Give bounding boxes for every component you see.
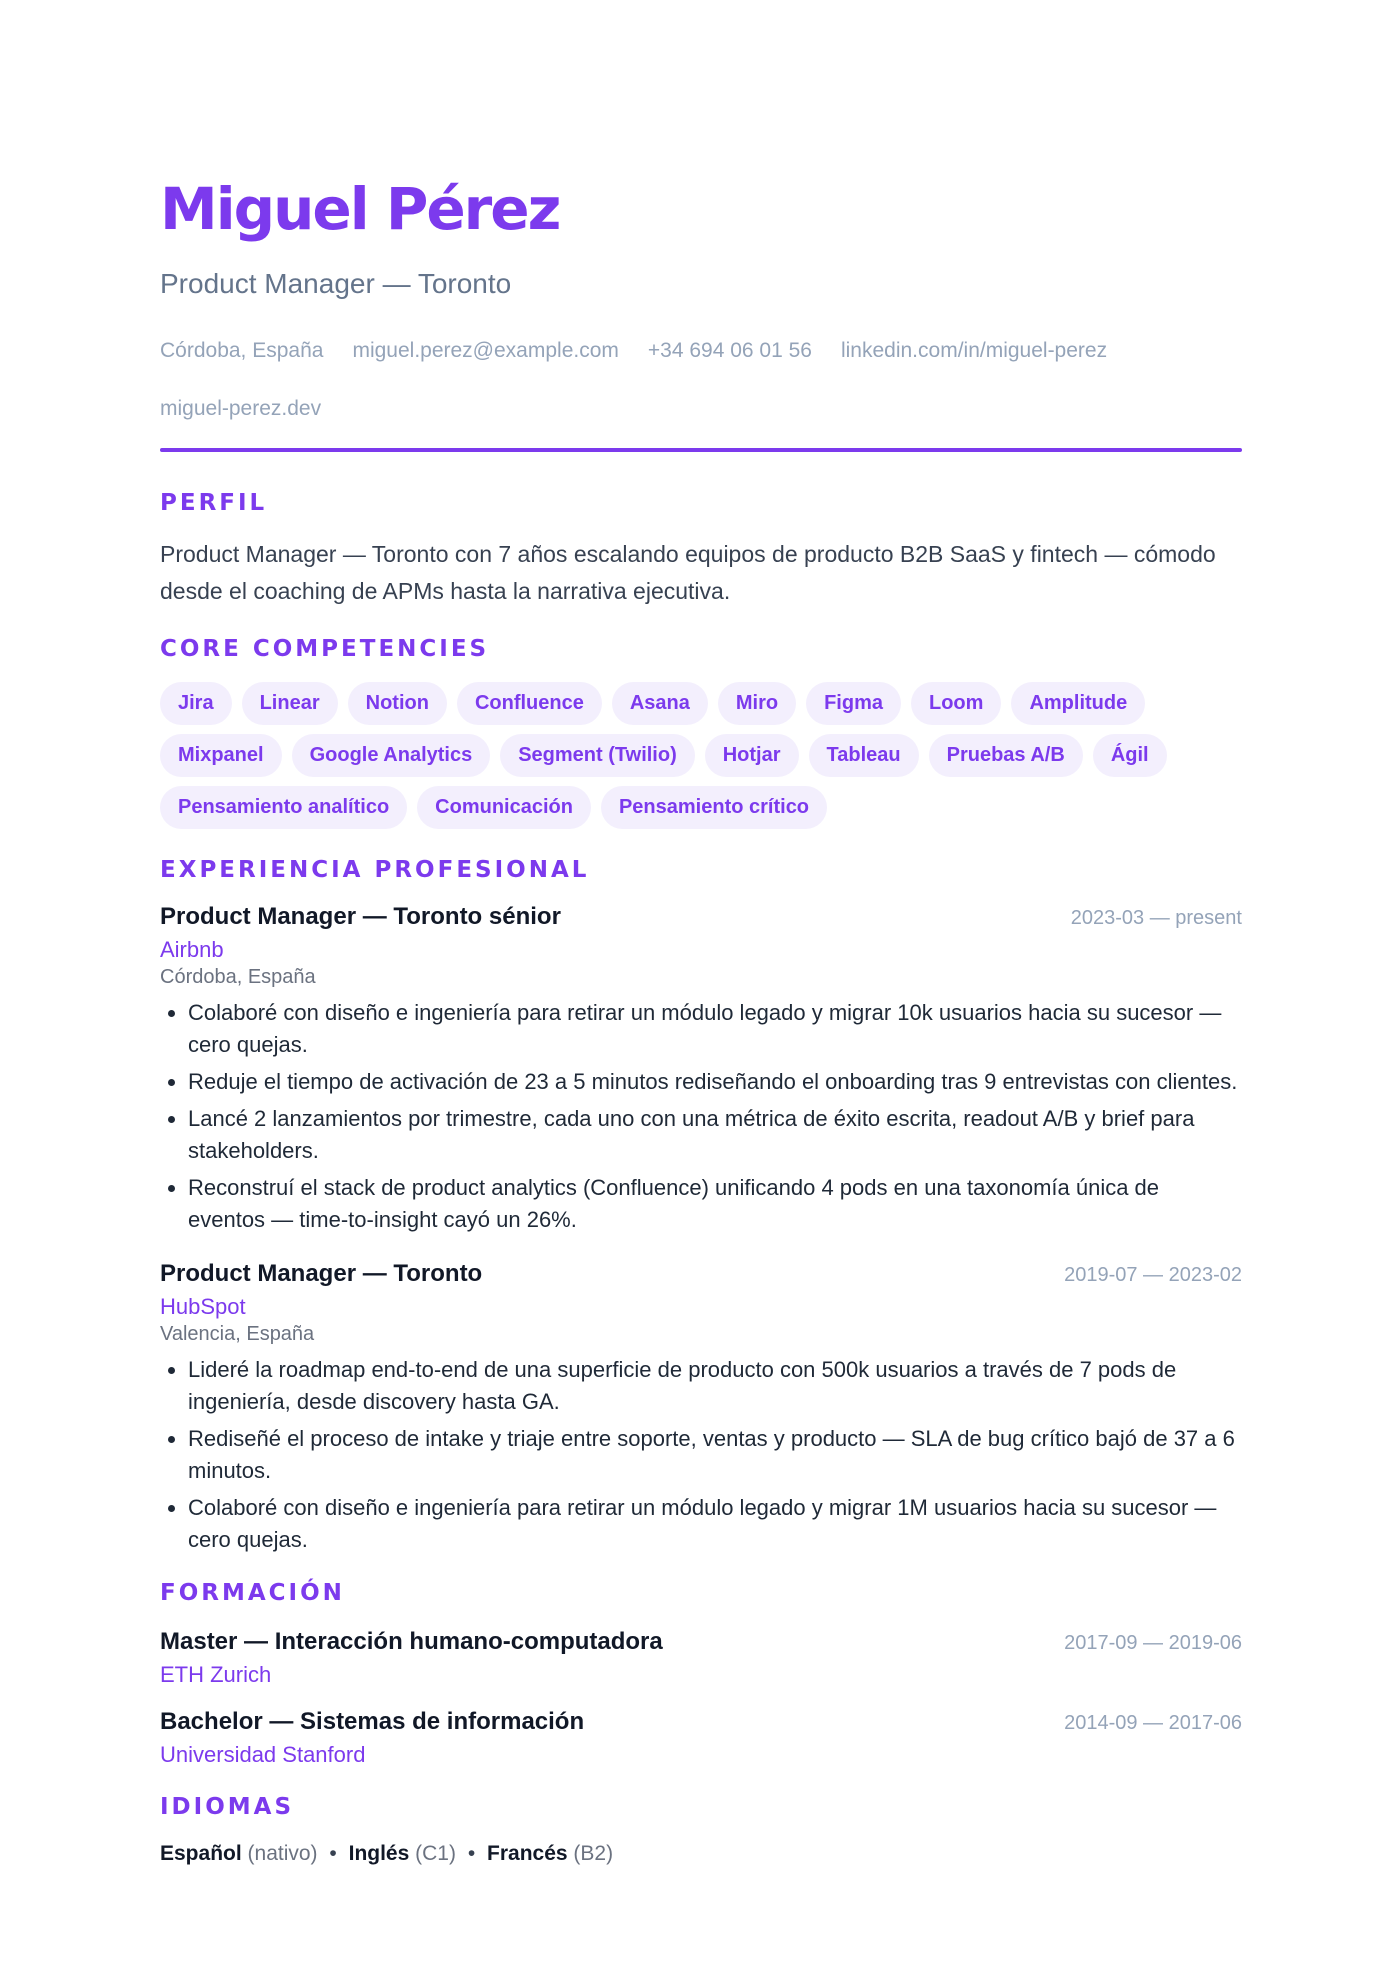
competency-chip: Comunicación	[417, 786, 591, 829]
competency-chip: Pruebas A/B	[929, 734, 1083, 777]
job-bullets	[160, 997, 1242, 1236]
competency-chip: Miro	[718, 682, 796, 725]
job-bullet: • Reduje el tiempo de activación de 23 a 5 minutos rediseñando el onboarding tras 9 entrevistas con clientes.	[188, 1066, 1242, 1098]
language-name: Español	[160, 1842, 242, 1865]
competency-chip: Confluence	[457, 682, 602, 725]
profile-summary: Product Manager — Toronto con 7 años escalando equipos de producto B2B SaaS y fintech — cómodo desde el coaching de APMs hasta la narrativa ejecutiva.	[160, 541, 1216, 604]
job-bullet: • Colaboré con diseño e ingeniería para retirar un módulo legado y migrar 10k usuarios hacia su sucesor — cero quejas.	[188, 997, 1242, 1061]
language-name: Inglés	[348, 1842, 410, 1865]
competency-chips	[160, 682, 1242, 829]
language-level: (nativo)	[247, 1842, 318, 1865]
job-dates: 2023-03 — present	[1070, 907, 1242, 929]
contact-location: Córdoba, España	[160, 339, 324, 362]
competency-chip: Linear	[242, 682, 338, 725]
job-bullets	[160, 1354, 1242, 1556]
competency-chip: Mixpanel	[160, 734, 282, 777]
contact-info	[160, 322, 1242, 438]
competency-chip: Ágil	[1093, 734, 1167, 777]
section-title-education: FORMACIÓN	[160, 1580, 345, 1606]
language-level: (B2)	[573, 1842, 614, 1865]
job-bullet: • Colaboré con diseño e ingeniería para retirar un módulo legado y migrar 1M usuarios hacia su sucesor — cero quejas.	[188, 1492, 1242, 1556]
section-title-competencies: CORE COMPETENCIES	[160, 636, 490, 662]
job-role: Product Manager — Toronto sénior	[160, 903, 561, 930]
job-company: HubSpot	[160, 1294, 246, 1319]
contact-linkedin[interactable]: linkedin.com/in/miguel-perez	[840, 339, 1108, 362]
section-title-profile: PERFIL	[160, 490, 268, 516]
education-entry	[160, 1628, 1242, 1688]
job-role: Product Manager — Toronto	[160, 1260, 483, 1287]
language-level: (C1)	[415, 1842, 456, 1865]
job-bullet: • Rediseñé el proceso de intake y triaje entre soporte, ventas y producto — SLA de bug crítico bajó de 37 a 6 minutos.	[188, 1423, 1242, 1487]
competency-chip: Figma	[806, 682, 901, 725]
contact-phone[interactable]: +34 694 06 01 56	[647, 339, 812, 362]
competency-chip: Google Analytics	[292, 734, 491, 777]
competency-chip: Tableau	[809, 734, 919, 777]
job-bullet: • Lancé 2 lanzamientos por trimestre, cada uno con una métrica de éxito escrita, readout A/B y brief para stakeholders.	[188, 1103, 1242, 1167]
competency-chip: Jira	[160, 682, 232, 725]
job-entry	[160, 903, 1242, 1236]
competency-chip: Asana	[612, 682, 708, 725]
contact-website[interactable]: miguel-perez.dev	[160, 397, 322, 420]
job-entry	[160, 1260, 1242, 1556]
contact-email[interactable]: miguel.perez@example.com	[352, 339, 619, 362]
headline: Product Manager — Toronto	[160, 268, 512, 299]
competency-chip: Hotjar	[705, 734, 799, 777]
header-divider	[160, 448, 1242, 452]
education-degree: Bachelor — Sistemas de información	[160, 1708, 585, 1735]
languages-line	[160, 1842, 1242, 1866]
job-location: Córdoba, España	[160, 966, 316, 988]
candidate-name: Miguel Pérez	[160, 175, 560, 243]
job-bullet: • Reconstruí el stack de product analytics (Confluence) unificando 4 pods en una taxonomía única de eventos — time-to-insight cayó un 26%.	[188, 1172, 1242, 1236]
competency-chip: Pensamiento analítico	[160, 786, 407, 829]
section-title-experience: EXPERIENCIA PROFESIONAL	[160, 857, 590, 883]
job-company: Airbnb	[160, 937, 224, 962]
education-school: Universidad Stanford	[160, 1742, 366, 1767]
competency-chip: Segment (Twilio)	[500, 734, 695, 777]
job-location: Valencia, España	[160, 1323, 315, 1345]
competency-chip: Notion	[348, 682, 447, 725]
competency-chip: Loom	[911, 682, 1001, 725]
education-dates: 2014-09 — 2017-06	[1064, 1712, 1242, 1734]
job-bullet: • Lideré la roadmap end-to-end de una superficie de producto con 500k usuarios a través de 7 pods de ingeniería, desde discovery hasta GA.	[188, 1354, 1242, 1418]
job-dates: 2019-07 — 2023-02	[1064, 1264, 1242, 1286]
language-separator: •	[467, 1842, 476, 1865]
education-school: ETH Zurich	[160, 1662, 272, 1687]
education-degree: Master — Interacción humano-computadora	[160, 1628, 663, 1655]
competency-chip: Amplitude	[1011, 682, 1145, 725]
language-name: Francés	[487, 1842, 568, 1865]
language-separator: •	[329, 1842, 337, 1865]
education-dates: 2017-09 — 2019-06	[1064, 1632, 1242, 1654]
section-title-languages: IDIOMAS	[160, 1794, 295, 1820]
competency-chip: Pensamiento crítico	[601, 786, 827, 829]
education-entry	[160, 1708, 1242, 1768]
